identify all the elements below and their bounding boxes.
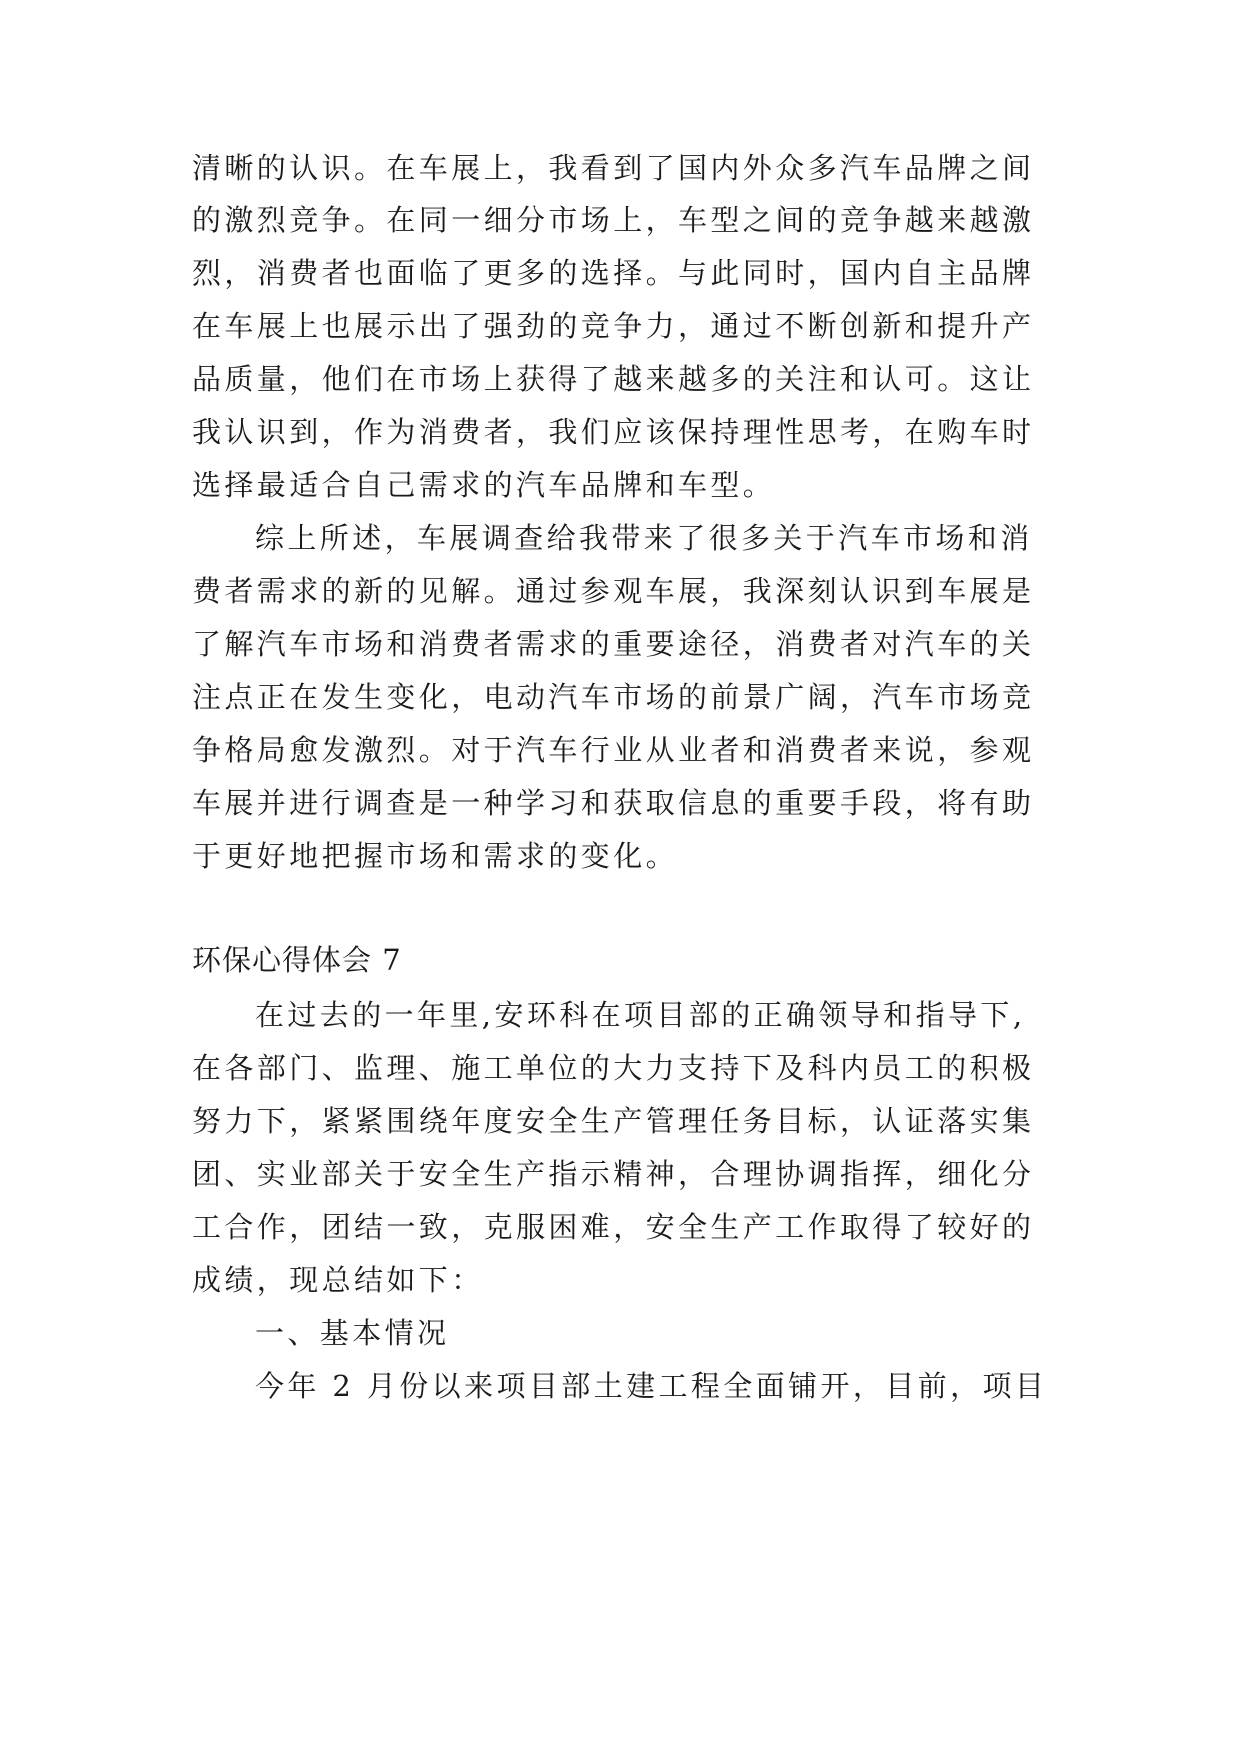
paragraph-3-line-4: 团、实业部关于安全生产指示精神，合理协调指挥，细化分 xyxy=(192,1157,1035,1191)
paragraph-1-line-1: 清晰的认识。在车展上，我看到了国内外众多汽车品牌之间 xyxy=(192,151,1035,185)
paragraph-3-line-3: 努力下，紧紧围绕年度安全生产管理任务目标，认证落实集 xyxy=(192,1104,1035,1138)
paragraph-1-line-4: 在车展上也展示出了强劲的竞争力，通过不断创新和提升产 xyxy=(192,309,1035,343)
section-heading: 环保心得体会 7 xyxy=(192,943,402,977)
paragraph-1-line-3: 烈，消费者也面临了更多的选择。与此同时，国内自主品牌 xyxy=(192,256,1035,290)
paragraph-2-line-4: 注点正在发生变化，电动汽车市场的前景广阔，汽车市场竞 xyxy=(192,680,1035,714)
paragraph-1-line-6: 我认识到，作为消费者，我们应该保持理性思考，在购车时 xyxy=(192,415,1035,449)
paragraph-3-line-6: 成绩，现总结如下： xyxy=(192,1263,484,1297)
paragraph-2-line-2: 费者需求的新的见解。通过参观车展，我深刻认识到车展是 xyxy=(192,574,1035,608)
paragraph-1-line-5: 品质量，他们在市场上获得了越来越多的关注和认可。这让 xyxy=(192,362,1035,396)
paragraph-2-line-5: 争格局愈发激烈。对于汽车行业从业者和消费者来说，参观 xyxy=(192,733,1035,767)
paragraph-2-line-7: 于更好地把握市场和需求的变化。 xyxy=(192,839,679,873)
paragraph-2-line-1: 综上所述，车展调查给我带来了很多关于汽车市场和消 xyxy=(255,521,1033,555)
paragraph-3-line-5: 工合作，团结一致，克服困难，安全生产工作取得了较好的 xyxy=(192,1210,1035,1244)
paragraph-2-line-3: 了解汽车市场和消费者需求的重要途径，消费者对汽车的关 xyxy=(192,627,1035,661)
paragraph-3-line-1: 在过去的一年里,安环科在项目部的正确领导和指导下, xyxy=(255,998,1026,1032)
paragraph-3-line-2: 在各部门、监理、施工单位的大力支持下及科内员工的积极 xyxy=(192,1051,1035,1085)
paragraph-1-line-7: 选择最适合自己需求的汽车品牌和车型。 xyxy=(192,468,776,502)
paragraph-4-line-1: 今年 2 月份以来项目部土建工程全面铺开，目前，项目 xyxy=(255,1369,1048,1403)
paragraph-2-line-6: 车展并进行调查是一种学习和获取信息的重要手段，将有助 xyxy=(192,786,1035,820)
subheading-basic-situation: 一、基本情况 xyxy=(255,1316,450,1350)
paragraph-1-line-2: 的激烈竞争。在同一细分市场上，车型之间的竞争越来越激 xyxy=(192,203,1035,237)
